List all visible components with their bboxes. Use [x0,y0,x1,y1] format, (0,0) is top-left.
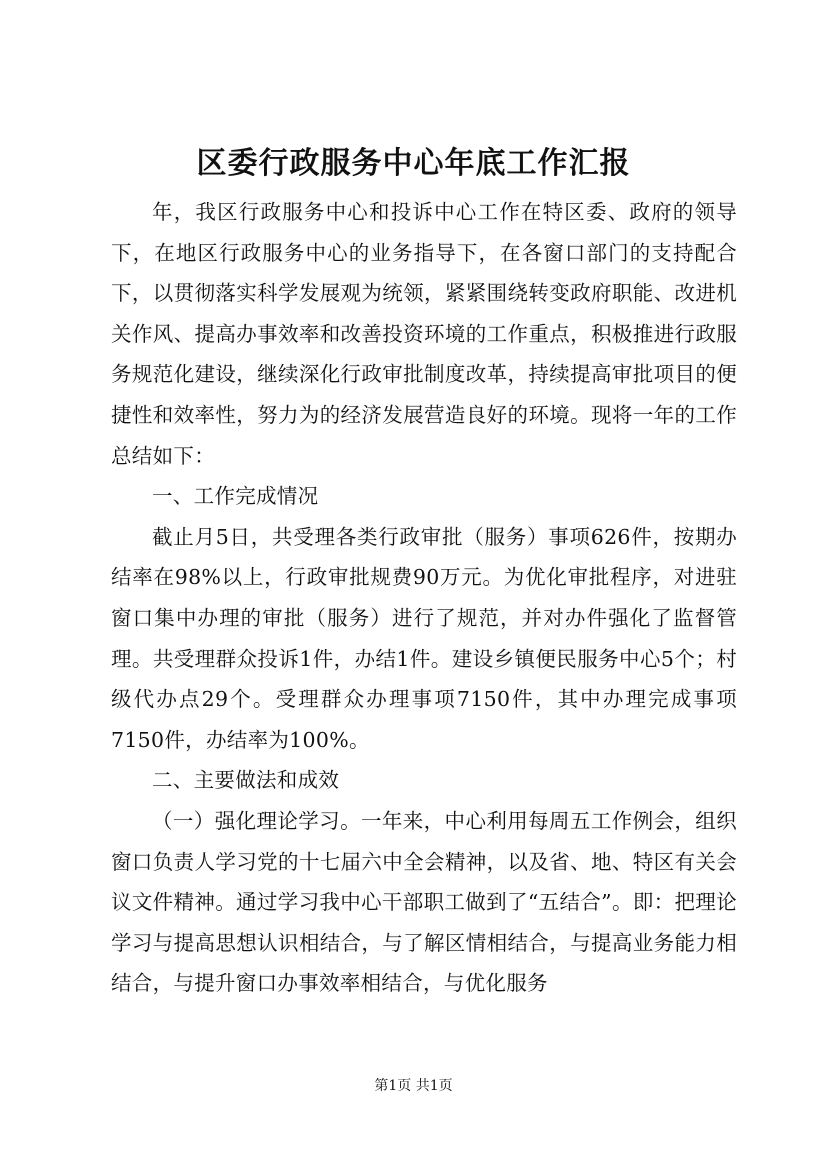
intro-paragraph: 年，我区行政服务中心和投诉中心工作在特区委、政府的领导下，在地区行政服务中心的业务指导下，在各窗口部门的支持配合下，以贯彻落实科学发展观为统领，紧紧围绕转变政府职能、改进机关作风、提高办事效率和改善投资环境的工作重点，积极推进行政服务规范化建设，继续深化行政审批制度改革，持续提高审批项目的便捷性和效率性，努力为的经济发展营造良好的环境。现将一年的工作总结如下： [111,200,737,468]
document-title: 区委行政服务中心年底工作汇报 [196,146,631,181]
page-footer: 第1页 共1页 [374,1078,453,1094]
work-completion-paragraph: 截止月5日，共受理各类行政审批（服务）事项626件，按期办结率在98%以上，行政审批规费90万元。为优化审批程序，对进驻窗口集中办理的审批（服务）进行了规范，并对办件强化了监督管理。共受理群众投诉1件，办结1件。建设乡镇便民服务中心5个；村级代办点29个。受理群众办理事项7150件，其中办理完成事项7150件，办结率为100%。 [111,524,737,752]
theory-study-paragraph: （一）强化理论学习。一年来，中心利用每周五工作例会，组织窗口负责人学习党的十七届六中全会精神，以及省、地、特区有关会议文件精神。通过学习我中心干部职工做到了“五结合”。即：把理论学习与提高思想认识相结合，与了解区情相结合，与提高业务能力相结合，与提升窗口办事效率相结合，与优化服务 [111,808,737,996]
section-heading-main-practices: 二、主要做法和成效 [152,768,340,793]
document-body [111,192,737,1004]
section-heading-work-completion: 一、工作完成情况 [152,484,319,509]
